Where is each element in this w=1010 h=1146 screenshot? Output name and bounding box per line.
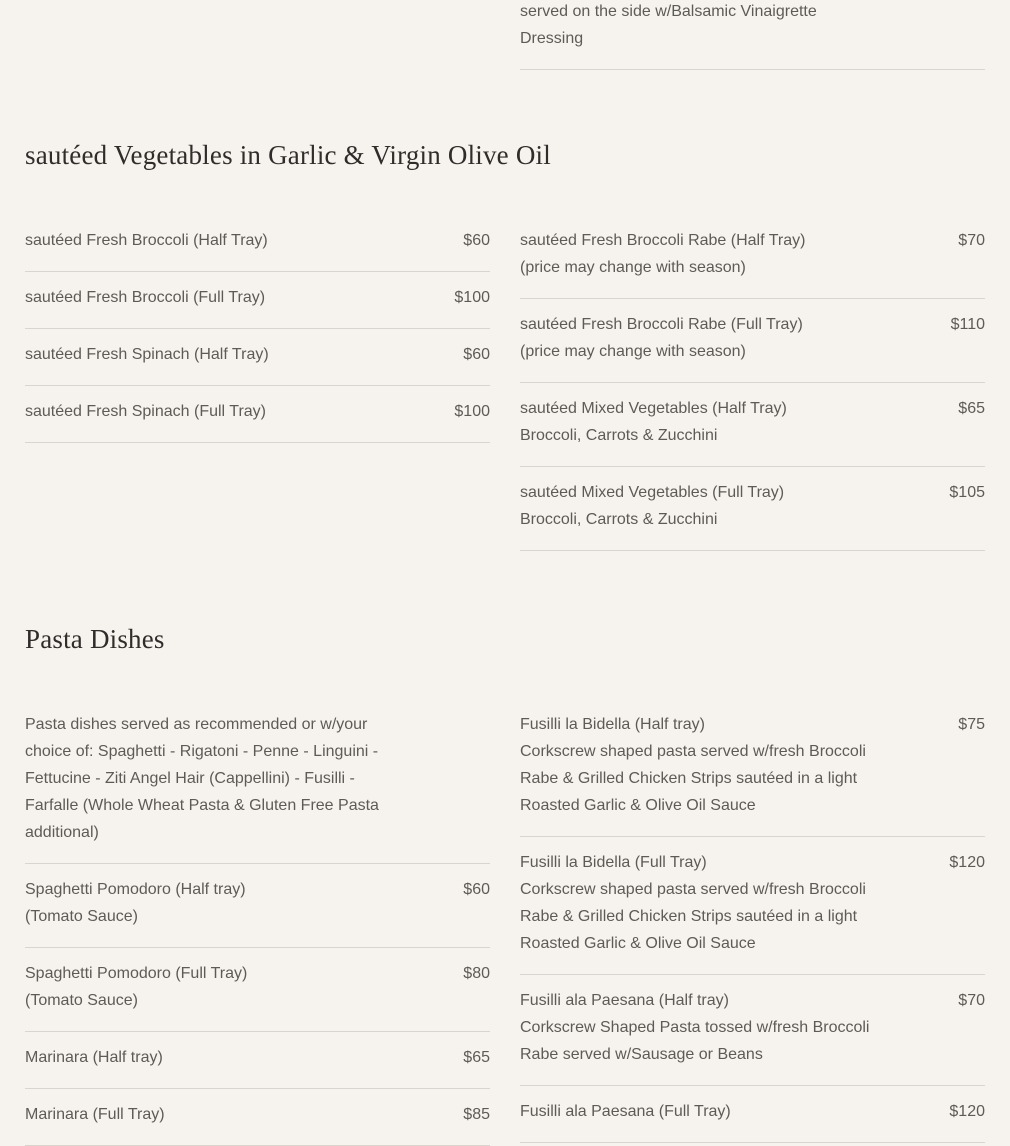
menu-item	[25, 948, 490, 1032]
menu-item	[520, 711, 985, 837]
item-price: $65	[463, 1049, 490, 1066]
item-price: $100	[454, 403, 490, 420]
menu-item	[520, 1086, 985, 1143]
menu-item	[25, 227, 490, 272]
vegetables-right-column	[520, 227, 985, 551]
item-name: Spaghetti Pomodoro (Full Tray)	[25, 965, 248, 982]
item-name: Fusilli ala Paesana (Half tray)	[520, 992, 729, 1009]
item-price: $80	[463, 965, 490, 982]
vegetables-left-column	[25, 227, 490, 443]
item-price: $60	[463, 881, 490, 898]
menu-item	[25, 329, 490, 386]
item-name: Fusilli la Bidella (Half tray)	[520, 716, 705, 733]
item-price: $60	[463, 232, 490, 249]
menu-item	[25, 864, 490, 948]
item-description: (price may change with season)	[520, 259, 746, 276]
menu-item	[520, 227, 985, 299]
pasta-right-column	[520, 711, 985, 1143]
menu-item	[520, 467, 985, 551]
item-description: (price may change with season)	[520, 343, 746, 360]
menu-item	[520, 975, 985, 1086]
item-name: Marinara (Full Tray)	[25, 1106, 165, 1123]
item-name: sautéed Fresh Broccoli (Full Tray)	[25, 289, 266, 306]
continued-menu-item	[520, 0, 985, 70]
section-title: Pasta Dishes	[25, 624, 165, 654]
item-price: $105	[949, 484, 985, 501]
item-name: sautéed Fresh Spinach (Full Tray)	[25, 403, 266, 420]
item-name: sautéed Fresh Broccoli Rabe (Half Tray)	[520, 232, 806, 249]
pasta-left-column	[25, 711, 490, 1146]
menu-item	[25, 386, 490, 443]
section-title: sautéed Vegetables in Garlic & Virgin Olive Oil	[25, 140, 551, 170]
menu-item	[520, 0, 985, 70]
item-description: Corkscrew Shaped Pasta tossed w/fresh Broccoli Rabe served w/Sausage or Beans	[520, 1019, 870, 1063]
menu-item	[25, 1032, 490, 1089]
item-price: $65	[958, 400, 985, 417]
item-name: sautéed Fresh Broccoli Rabe (Full Tray)	[520, 316, 803, 333]
item-name: sautéed Mixed Vegetables (Half Tray)	[520, 400, 787, 417]
item-price: $70	[958, 232, 985, 249]
item-description: Broccoli, Carrots & Zucchini	[520, 511, 718, 528]
item-name: Spaghetti Pomodoro (Half tray)	[25, 881, 246, 898]
item-description: Dressing	[520, 30, 584, 47]
item-price: $120	[949, 854, 985, 871]
menu-item	[520, 837, 985, 975]
item-price: $120	[949, 1103, 985, 1120]
pasta-intro	[25, 711, 490, 864]
item-price: $100	[454, 289, 490, 306]
item-description: Broccoli, Carrots & Zucchini	[520, 427, 718, 444]
item-description: (Tomato Sauce)	[25, 908, 138, 925]
menu-item	[520, 299, 985, 383]
menu-item	[25, 272, 490, 329]
item-name: Fusilli la Bidella (Full Tray)	[520, 854, 707, 871]
item-name: sautéed Mixed Vegetables (Full Tray)	[520, 484, 785, 501]
pasta-intro-text: Pasta dishes served as recommended or w/your choice of: Spaghetti - Rigatoni - Penne - Linguini - Fettucine - Ziti Angel Hair (Cappellini) - Fusilli - Farfalle (Whole Wheat Pasta & Gluten Free Pasta additional)	[25, 716, 379, 841]
item-name: Marinara (Half tray)	[25, 1049, 163, 1066]
menu-item	[520, 383, 985, 467]
item-price: $70	[958, 992, 985, 1009]
item-name: Fusilli ala Paesana (Full Tray)	[520, 1103, 731, 1120]
item-price: $85	[463, 1106, 490, 1123]
item-description: Corkscrew shaped pasta served w/fresh Broccoli Rabe & Grilled Chicken Strips sautéed in a light Roasted Garlic & Olive Oil Sauce	[520, 743, 866, 814]
item-price: $60	[463, 346, 490, 363]
item-description: (Tomato Sauce)	[25, 992, 138, 1009]
item-name: sautéed Fresh Spinach (Half Tray)	[25, 346, 269, 363]
item-description: served on the side w/Balsamic Vinaigrette	[520, 3, 817, 20]
item-price: $75	[958, 716, 985, 733]
item-name: sautéed Fresh Broccoli (Half Tray)	[25, 232, 268, 249]
item-price: $110	[950, 316, 985, 333]
item-description: Corkscrew shaped pasta served w/fresh Broccoli Rabe & Grilled Chicken Strips sautéed in a light Roasted Garlic & Olive Oil Sauce	[520, 881, 866, 952]
menu-item	[25, 1089, 490, 1146]
